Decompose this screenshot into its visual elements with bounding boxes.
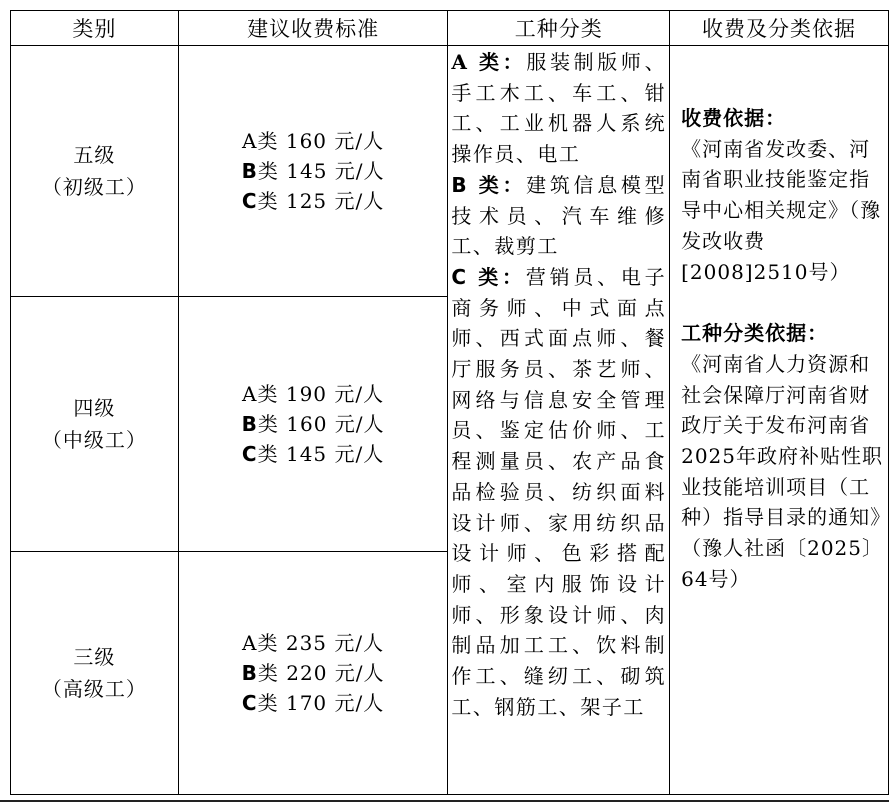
work-type-cell xyxy=(448,46,670,795)
class-a-label: A 类： xyxy=(451,50,527,74)
fee-cell xyxy=(178,552,448,795)
header-fee-standard: 建议收费标准 xyxy=(178,11,448,46)
fee-line: C类 125 元/人 xyxy=(241,189,385,213)
fee-line: A类 160 元/人 xyxy=(242,129,385,153)
table-row-level-5 xyxy=(11,46,889,297)
level-cell xyxy=(11,297,179,552)
class-basis-text: 《河南省人力资源和社会保障厅河南省财政厅关于发布河南省2025年政府补贴性职业技能培训项目（工种）指导目录的通知》（豫人社函〔2025〕64号） xyxy=(681,351,883,591)
fee-line: A类 190 元/人 xyxy=(242,382,385,406)
header-work-type: 工种分类 xyxy=(448,11,670,46)
fee-cell xyxy=(178,46,448,297)
fee-standard-table xyxy=(10,10,889,795)
fee-line: C类 145 元/人 xyxy=(241,442,385,466)
class-c-list: 营销员、电子商务师、中式面点师、西式面点师、餐厅服务员、茶艺师、网络与信息安全管理员、鉴定估价师、工程测量员、农产品食品检验员、纺织面料设计师、家用纺织品设计师、色彩搭配师、室内服饰设计师、形象设计师、肉制品加工工、饮料制作工、缝纫工、砌筑工、钢筋工、架子工 xyxy=(451,264,667,719)
level-cell xyxy=(11,552,179,795)
fee-line: B类 220 元/人 xyxy=(241,661,385,685)
class-basis-heading: 工种分类依据： xyxy=(681,321,829,346)
level-name: 三级 xyxy=(73,645,116,669)
fee-line: A类 235 元/人 xyxy=(242,631,385,655)
level-sub: （中级工） xyxy=(41,428,147,452)
level-sub: （初级工） xyxy=(41,175,147,199)
fee-cell xyxy=(178,297,448,552)
basis-cell xyxy=(670,46,889,795)
fee-line: B类 160 元/人 xyxy=(241,412,385,436)
level-sub: （高级工） xyxy=(41,677,147,701)
class-b-list: 建筑信息模型技术员、汽车维修工、裁剪工 xyxy=(451,172,667,259)
fee-line: C类 170 元/人 xyxy=(241,691,385,715)
header-category: 类别 xyxy=(11,11,179,46)
level-cell xyxy=(11,46,179,297)
class-c-label: C 类： xyxy=(451,264,526,289)
level-name: 四级 xyxy=(73,396,116,420)
header-basis: 收费及分类依据 xyxy=(670,11,889,46)
fee-basis-text: 《河南省发改委、河南省职业技能鉴定指导中心相关规定》（豫发改收费[2008]2510号） xyxy=(681,136,882,284)
class-a-list: 服装制版师、手工木工、车工、钳工、工业机器人系统操作员、电工 xyxy=(451,50,667,167)
fee-line: B类 145 元/人 xyxy=(241,159,385,183)
level-name: 五级 xyxy=(73,143,116,167)
page-bottom-rule xyxy=(0,800,889,802)
fee-basis-heading: 收费依据： xyxy=(681,106,787,130)
header-row xyxy=(11,11,889,46)
class-b-label: B 类： xyxy=(451,172,527,197)
